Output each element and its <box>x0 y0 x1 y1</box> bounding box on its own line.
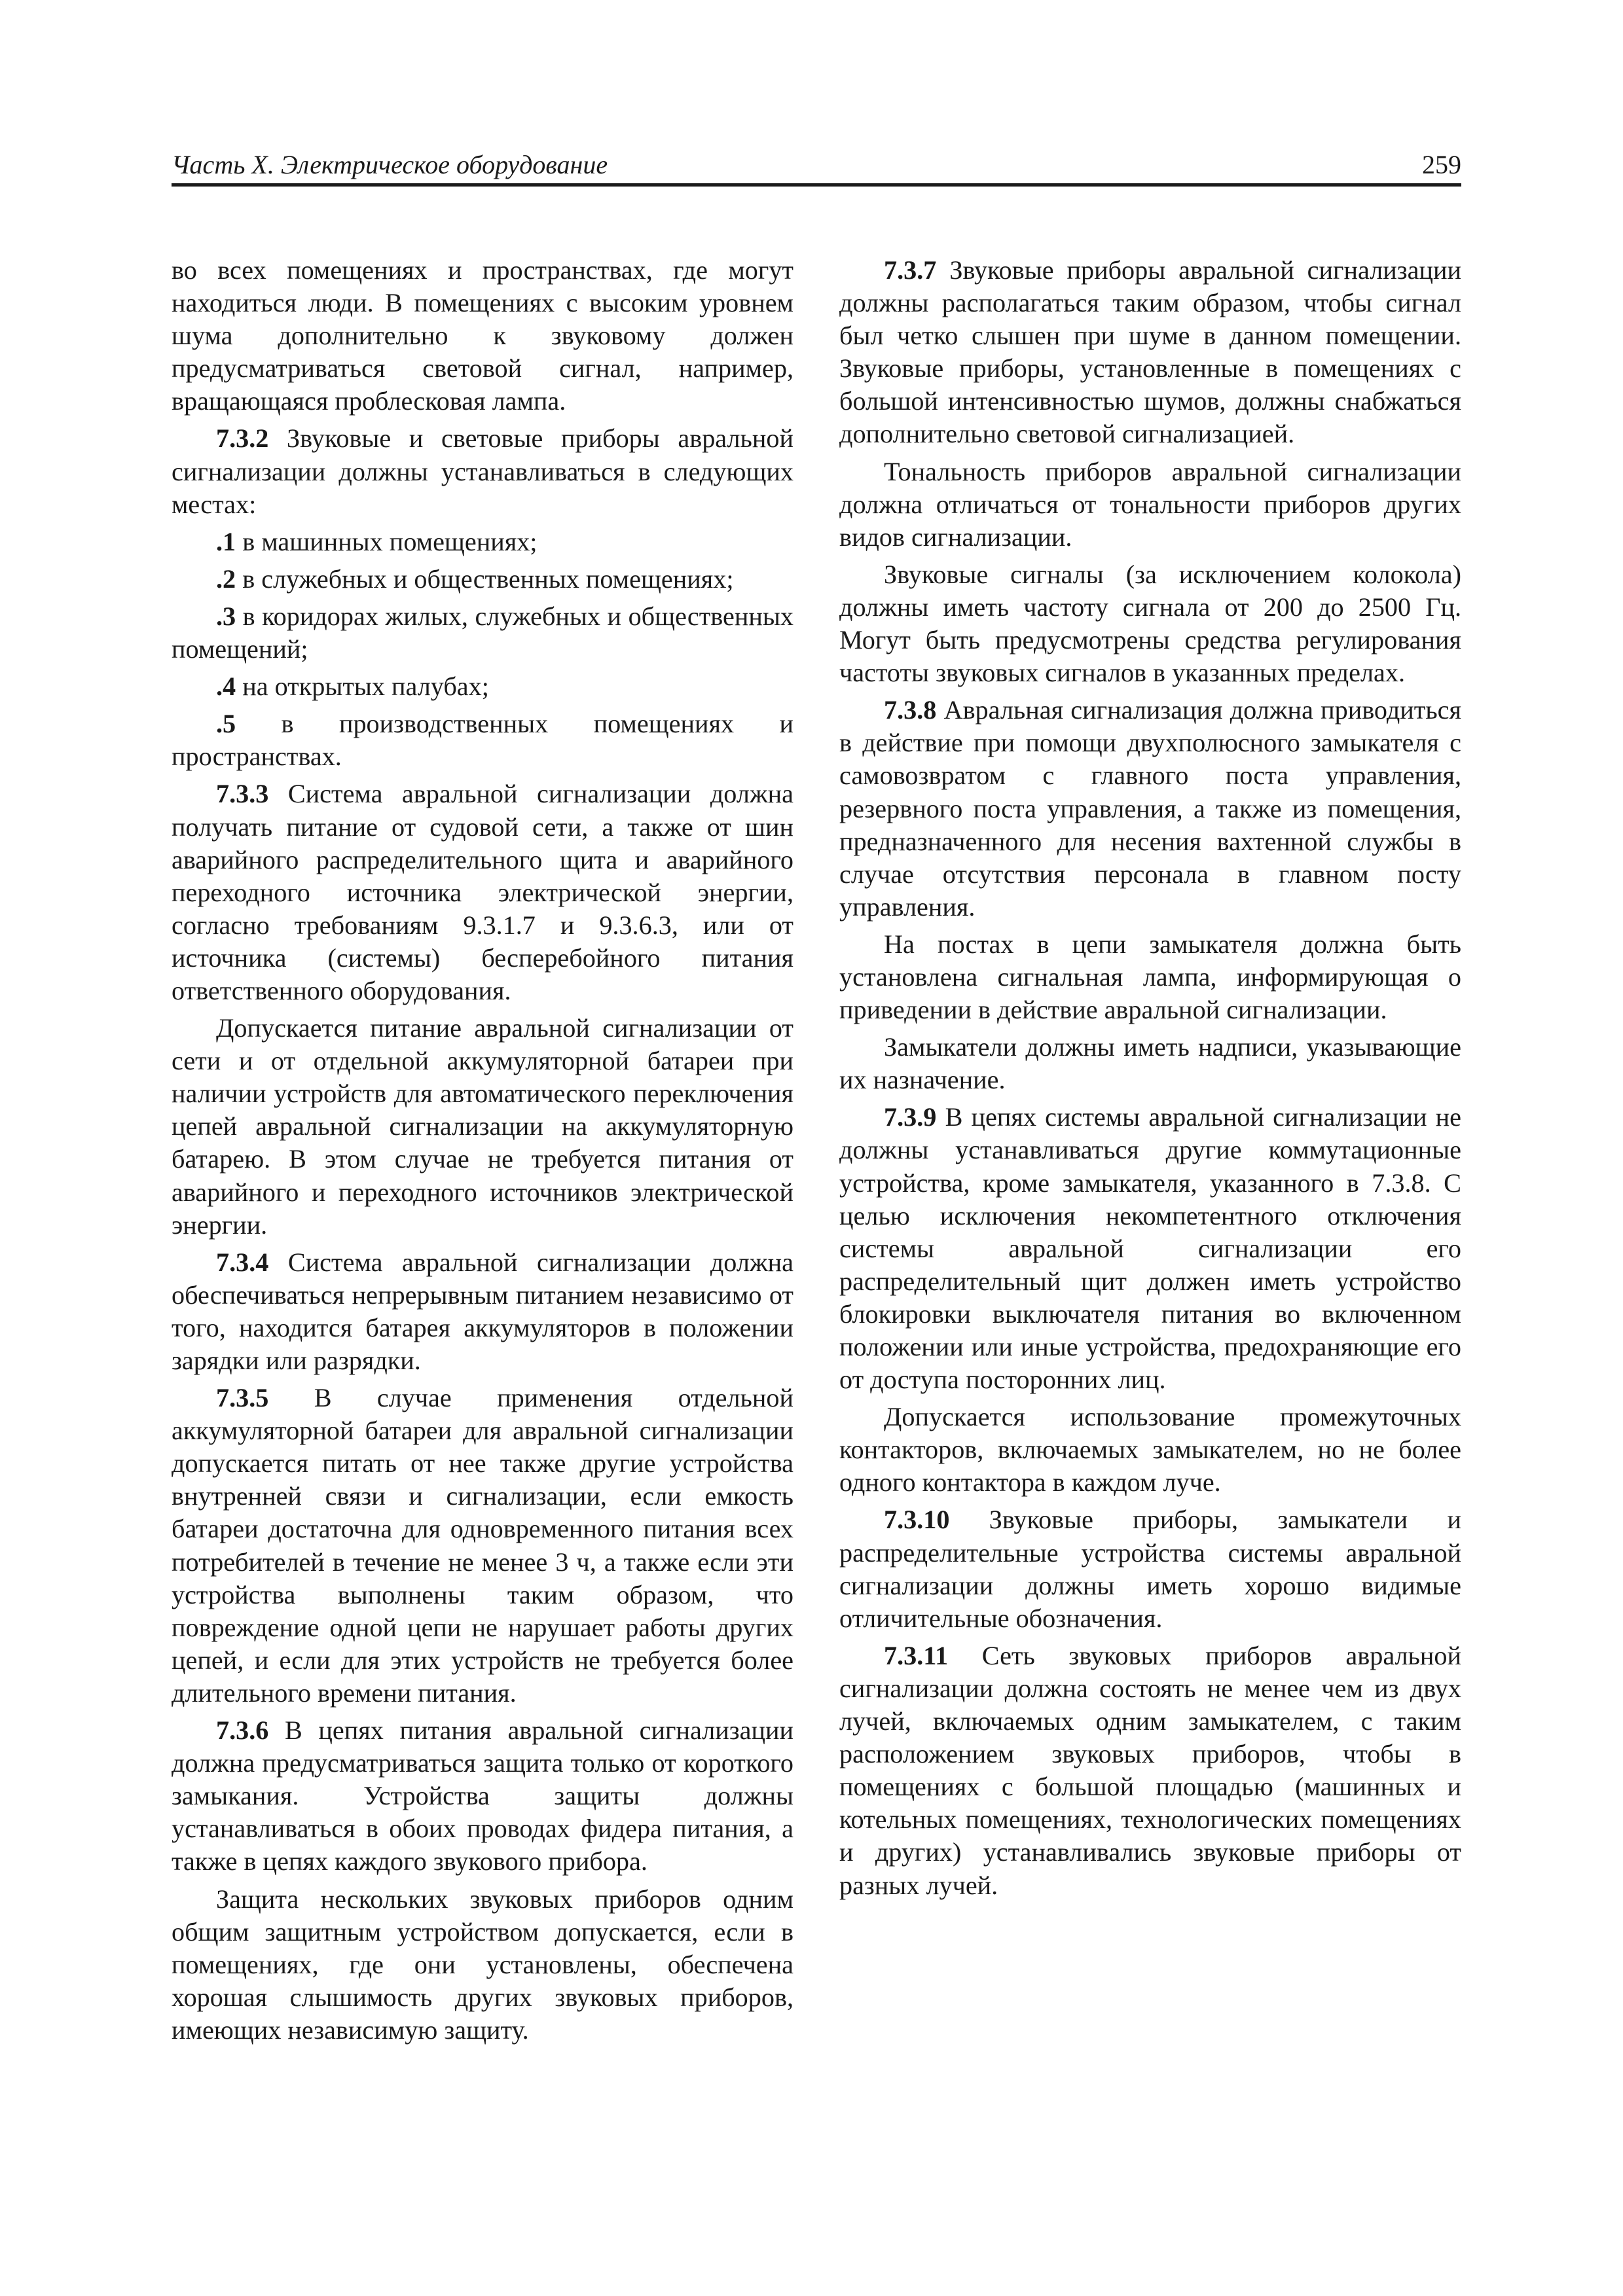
paragraph-text: Звуковые приборы авральной сигнализации должны располагаться таким образом, чтобы сигнал был четко слышен при шуме в данном помещении. Звуковые приборы, установленные в помещениях с большой интенсивностью шумов, должны снабжаться дополнительно световой сигнализацией. <box>839 255 1461 449</box>
paragraph-text: Звуковые сигналы (за исключением колокола) должны иметь частоту сигнала от 200 до 2500 Гц. Могут быть предусмотрены средства регулирования частоты звуковых сигналов в указанных пределах. <box>839 559 1461 688</box>
paragraph-text: Авральная сигнализация должна приводиться в действие при помощи двухполюсного замыкателя с самовозвратом с главного поста управления, резервного поста управления, а также из помещения, предназначенного для несения вахтенной службы в случае отсутствия персонала в главном посту управления. <box>839 695 1461 922</box>
page-number: 259 <box>1422 150 1461 179</box>
paragraph-text: в служебных и общественных помещениях; <box>236 564 734 594</box>
paragraph-text: Звуковые и световые приборы авральной сигнализации должны устанавливаться в следующих местах: <box>172 423 793 519</box>
clause-number: 7.3.7 <box>884 255 937 285</box>
paragraph <box>839 694 1461 924</box>
clause-number: .4 <box>216 672 236 702</box>
paragraph <box>839 1640 1461 1902</box>
paragraph <box>839 456 1461 554</box>
paragraph <box>839 928 1461 1026</box>
paragraph <box>839 1401 1461 1499</box>
paragraph-text: в машинных помещениях; <box>236 526 538 556</box>
left-column <box>172 254 793 2051</box>
clause-number: 7.3.6 <box>216 1715 269 1746</box>
paragraph <box>172 563 793 596</box>
paragraph <box>839 254 1461 451</box>
right-column <box>839 254 1461 1907</box>
paragraph <box>172 422 793 520</box>
paragraph <box>172 1382 793 1710</box>
paragraph-text: во всех помещениях и пространствах, где могут находиться люди. В помещениях с высоким уровнем шума дополнительно к звуковому должен предусматриваться световой сигнал, например, вращающаяся проблесковая лампа. <box>172 255 793 416</box>
clause-number: 7.3.11 <box>884 1640 949 1670</box>
clause-number: 7.3.9 <box>884 1102 937 1132</box>
paragraph <box>172 600 793 666</box>
running-title: Часть X. Электрическое оборудование <box>172 150 608 179</box>
paragraph <box>839 1503 1461 1634</box>
paragraph-text: На постах в цепи замыкателя должна быть установлена сигнальная лампа, информирующая о приведении в действие авральной сигнализации. <box>839 929 1461 1025</box>
clause-number: 7.3.5 <box>216 1383 269 1413</box>
paragraph-text: в производственных помещениях и пространствах. <box>172 709 793 772</box>
paragraph-text: Система авральной сигнализации должна обеспечиваться непрерывным питанием независимо от того, находится батарея аккумуляторов в положении зарядки или разрядки. <box>172 1247 793 1375</box>
paragraph <box>172 778 793 1007</box>
paragraph <box>172 254 793 418</box>
paragraph <box>839 558 1461 689</box>
paragraph <box>172 708 793 773</box>
paragraph <box>172 526 793 558</box>
paragraph-text: В цепях питания авральной сигнализации должна предусматриваться защита только от короткого замыкания. Устройства защиты должны устанавливаться в обоих проводах фидера питания, а также в цепях каждого звукового прибора. <box>172 1715 793 1876</box>
paragraph-text: в коридорах жилых, служебных и общественных помещений; <box>172 601 793 664</box>
paragraph <box>172 1714 793 1878</box>
clause-number: .3 <box>216 601 236 631</box>
paragraph-text: Система авральной сигнализации должна получать питание от судовой сети, а также от шин аварийного распределительного щита и аварийного переходного источника электрической энергии, согласно требованиям 9.3.1.7 и 9.3.6.3, или от источника (системы) бесперебойного питания ответственного оборудования. <box>172 779 793 1005</box>
paragraph-text: Допускается использование промежуточных контакторов, включаемых замыкателем, но не более одного контактора в каждом луче. <box>839 1402 1461 1498</box>
clause-number: 7.3.3 <box>216 779 269 809</box>
paragraph <box>172 670 793 703</box>
clause-number: 7.3.2 <box>216 423 269 454</box>
clause-number: .2 <box>216 564 236 594</box>
clause-number: .1 <box>216 526 236 556</box>
paragraph <box>172 1883 793 2047</box>
paragraph-text: Допускается питание авральной сигнализации от сети и от отдельной аккумуляторной батареи при наличии устройств для автоматического переключения цепей авральной сигнализации на аккумуляторную батарею. В этом случае не требуется питания от аварийного и переходного источников электрической энергии. <box>172 1013 793 1240</box>
paragraph-text: на открытых палубах; <box>236 672 489 702</box>
paragraph-text: В цепях системы авральной сигнализации не должны устанавливаться другие коммутационные устройства, кроме замыкателя, указанного в 7.3.8. С целью исключения некомпетентного отключения системы авральной сигнализации его распределительный щит должен иметь устройство блокировки выключателя питания во включенном положении или иные устройства, предохраняющие его от доступа посторонних лиц. <box>839 1102 1461 1395</box>
paragraph-text: В случае применения отдельной аккумуляторной батареи для авральной сигнализации допускается питать от нее также другие устройства внутренней связи и сигнализации, если емкость батареи достаточна для одновременного питания всех потребителей в течение не менее 3 ч, а также если эти устройства выполнены таким образом, что повреждение одной цепи не нарушает работы других цепей, и если для этих устройств не требуется более длительного времени питания. <box>172 1383 793 1708</box>
paragraph <box>839 1101 1461 1396</box>
paragraph-text: Замыкатели должны иметь надписи, указывающие их назначение. <box>839 1032 1461 1095</box>
paragraph <box>172 1246 793 1377</box>
paragraph <box>172 1012 793 1242</box>
paragraph-text: Звуковые приборы, замыкатели и распределительные устройства системы авральной сигнализации должны иметь хорошо видимые отличительные обозначения. <box>839 1505 1461 1633</box>
page-header <box>172 144 1461 187</box>
clause-number: 7.3.10 <box>884 1505 950 1535</box>
paragraph <box>839 1031 1461 1096</box>
paragraph-text: Сеть звуковых приборов авральной сигнализации должна состоять не менее чем из двух лучей, включаемых одним замыкателем, с таким расположением звуковых приборов, чтобы в помещениях с большой площадью (машинных и котельных помещениях, технологических помещениях и других) устанавливались звуковые приборы от разных лучей. <box>839 1640 1461 1900</box>
paragraph-text: Тональность приборов авральной сигнализации должна отличаться от тональности приборов других видов сигнализации. <box>839 456 1461 552</box>
clause-number: 7.3.4 <box>216 1247 269 1277</box>
clause-number: 7.3.8 <box>884 695 937 725</box>
clause-number: .5 <box>216 709 236 739</box>
paragraph-text: Защита нескольких звуковых приборов одним общим защитным устройством допускается, если в помещениях, где они установлены, обеспечена хорошая слышимость других звуковых приборов, имеющих независимую защиту. <box>172 1884 793 2045</box>
